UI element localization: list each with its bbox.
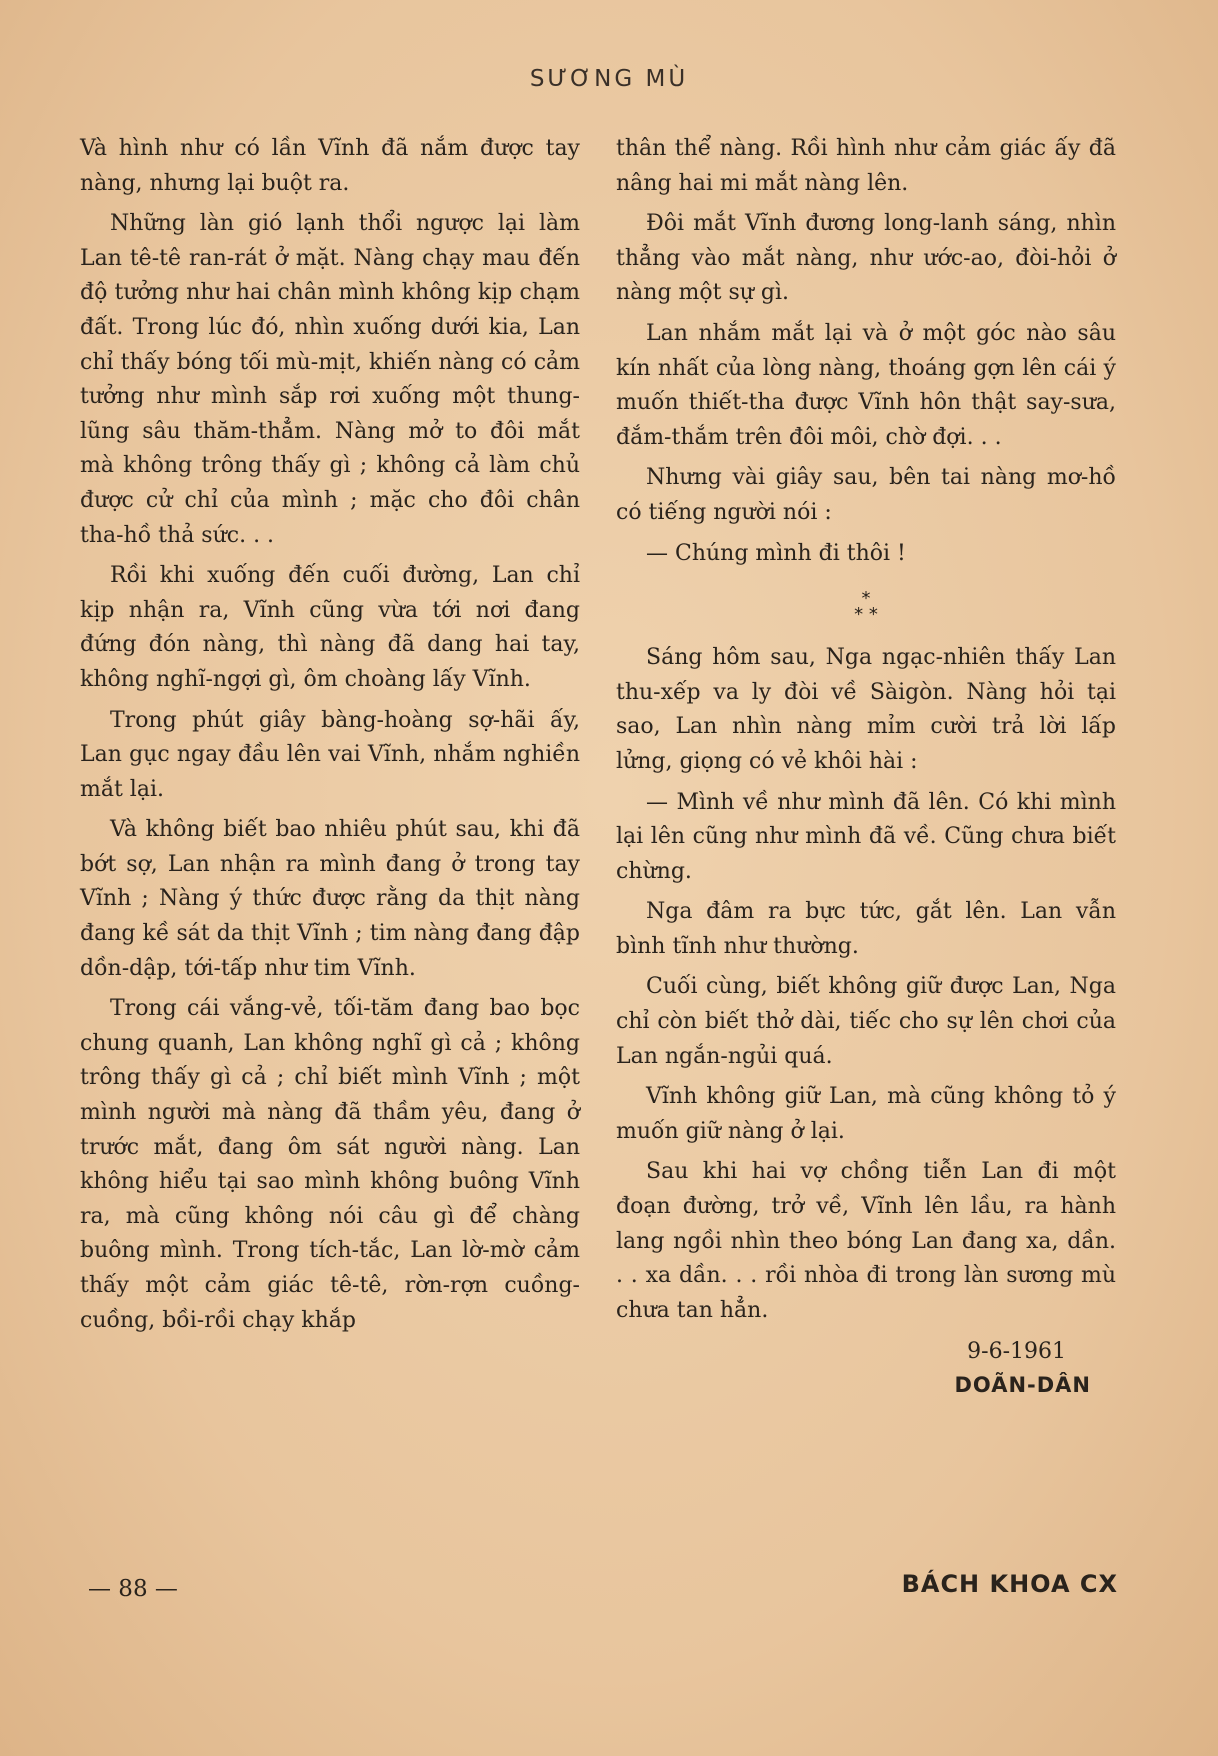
paragraph: Đôi mắt Vĩnh đương long-lanh sáng, nhìn thẳng vào mắt nàng, như ước-ao, đòi-hỏi ở nàng một sự gì. — [616, 211, 1116, 306]
section-break-ornament — [616, 588, 1116, 626]
paragraph: thân thể nàng. Rồi hình như cảm giác ấy đã nâng hai mi mắt nàng lên. — [616, 136, 1116, 196]
signature-author: DOÃN-DÂN — [954, 1373, 1091, 1398]
paragraph: Trong cái vắng-vẻ, tối-tăm đang bao bọc chung quanh, Lan không nghĩ gì cả ; không trông thấy gì cả ; chỉ biết mình Vĩnh ; một mình người mà nàng đã thầm yêu, đang ở trước mắt, đang ôm sát người nàng. Lan không hiểu tại sao mình không buông Vĩnh ra, mà cũng không nói câu gì để chàng buông mình. Trong tích-tắc, Lan lờ-mờ cảm thấy một cảm giác tê-tê, rờn-rợn cuồng-cuồng, bồi-rồi chạy khắp — [80, 996, 580, 1333]
right-column-top — [616, 132, 1116, 571]
magazine-name: BÁCH KHOA CX — [901, 1570, 1118, 1598]
paragraph: Vĩnh không giữ Lan, mà cũng không tỏ ý muốn giữ nàng ở lại. — [616, 1084, 1116, 1144]
paragraph: Sáng hôm sau, Nga ngạc-nhiên thấy Lan thu-xếp va ly đòi về Sàigòn. Nàng hỏi tại sao, Lan nhìn nàng mỉm cười trả lời lấp lửng, giọng có vẻ khôi hài : — [616, 645, 1116, 774]
signature-date: 9-6-1961 — [967, 1339, 1066, 1365]
paragraph: Sau khi hai vợ chồng tiễn Lan đi một đoạn đường, trở về, Vĩnh lên lầu, ra hành lang ngồi nhìn theo bóng Lan đang xa, dần. . . xa dần. . . rồi nhòa đi trong làn sương mù chưa tan hẳn. — [616, 1159, 1116, 1323]
paragraph: Rồi khi xuống đến cuối đường, Lan chỉ kịp nhận ra, Vĩnh cũng vừa tới nơi đang đứng đón nàng, thì nàng đã dang hai tay, không nghĩ-ngợi gì, ôm choàng lấy Vĩnh. — [80, 563, 580, 692]
paragraph: Lan nhắm mắt lại và ở một góc nào sâu kín nhất của lòng nàng, thoáng gợn lên cái ý muốn thiết-tha được Vĩnh hôn thật say-sưa, đắm-thắm trên đôi môi, chờ đợi. . . — [616, 320, 1116, 450]
paragraph: — Mình về như mình đã lên. Có khi mình lại lên cũng như mình đã về. Cũng chưa biết chừng. — [616, 789, 1116, 884]
paragraph: Cuối cùng, biết không giữ được Lan, Nga chỉ còn biết thở dài, tiếc cho sự lên chơi của Lan ngắn-ngủi quá. — [616, 974, 1116, 1069]
paragraph: Và không biết bao nhiêu phút sau, khi đã bớt sợ, Lan nhận ra mình đang ở trong tay Vĩnh ; Nàng ý thức được rằng da thịt nàng đang kề sát da thịt Vĩnh ; tim nàng đang đập dồn-dập, tới-tấp như tim Vĩnh. — [80, 817, 580, 981]
right-column-bottom — [616, 641, 1116, 1328]
right-column — [616, 132, 1116, 1403]
page-number: — 88 — — [88, 1576, 178, 1602]
paragraph: Và hình như có lần Vĩnh đã nắm được tay nàng, nhưng lại buột ra. — [80, 136, 580, 196]
ornament-top: * — [861, 588, 871, 610]
paragraph: Những làn gió lạnh thổi ngược lại làm Lan tê-tê ran-rát ở mặt. Nàng chạy mau đến độ tưởng như hai chân mình không kịp chạm đất. Trong lúc đó, nhìn xuống dưới kia, Lan chỉ thấy bóng tối mù-mịt, khiến nàng có cảm tưởng như mình sắp rơi xuống một thung-lũng sâu thăm-thẳm. Nàng mở to đôi mắt mà không trông thấy gì ; không cả làm chủ được cử chỉ của mình ; mặc cho đôi chân tha-hồ thả sức. . . — [80, 211, 580, 548]
paragraph: — Chúng mình đi thôi ! — [646, 540, 906, 566]
ornament-bottom: * * — [854, 604, 878, 626]
paragraph: Nga đâm ra bực tức, gắt lên. Lan vẫn bình tĩnh như thường. — [616, 899, 1116, 959]
paragraph: Trong phút giây bàng-hoàng sợ-hãi ấy, Lan gục ngay đầu lên vai Vĩnh, nhắm nghiền mắt lại. — [80, 707, 580, 802]
paragraph: Nhưng vài giây sau, bên tai nàng mơ-hồ có tiếng người nói : — [616, 465, 1116, 525]
left-column — [80, 132, 580, 1344]
running-title: SƯƠNG MÙ — [529, 66, 689, 92]
